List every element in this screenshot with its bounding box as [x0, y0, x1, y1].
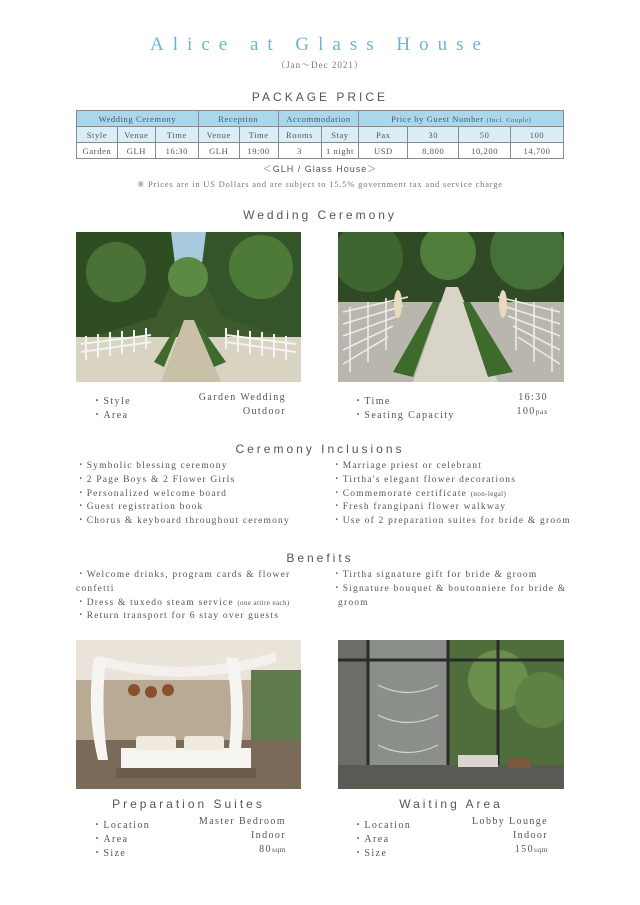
list-item [332, 488, 572, 502]
waiting-specs [353, 816, 548, 858]
spec-value: Outdoor [242, 406, 286, 417]
spec-row-location [353, 816, 548, 830]
glh-abbreviation-note: ＜GLH / Glass House＞ [262, 164, 378, 174]
size-unit: sqm [271, 845, 286, 854]
list-item: ・Symbolic blessing ceremony [76, 461, 228, 471]
list-item: ・Marriage priest or celebrant [332, 461, 483, 471]
spec-label: ・Time [353, 396, 391, 407]
capacity-unit: pax [535, 407, 548, 416]
list-item: ・Signature bouquet & boutonniere for bride & [332, 583, 567, 594]
list-item: ・Welcome drinks, program cards & flower confetti [76, 570, 291, 594]
spec-value: Master Bedroom [198, 816, 286, 827]
group-header-wedding-ceremony: Wedding Ceremony [77, 111, 199, 127]
group-header-reception: Reception [198, 111, 278, 127]
spec-label: ・Area [92, 410, 129, 421]
column-header: Rooms [278, 127, 321, 143]
list-item: ・Tirtha's elegant flower decorations [332, 474, 517, 485]
spec-label: ・Size [353, 848, 388, 859]
group-header-accommodation: Accommodation [278, 111, 359, 127]
table-group-header-row [77, 111, 564, 127]
column-header: 100 [511, 127, 564, 143]
list-item: ・Tirtha signature gift for bride & groom [332, 570, 538, 580]
spec-row-area [92, 406, 286, 420]
list-item-continued: groom [338, 597, 369, 608]
price-header-label: Price by Guest Number [391, 113, 484, 124]
list-item-text: ・Commemorate certificate [332, 488, 468, 499]
spec-row-location [92, 816, 286, 830]
ceremony-inclusions-heading: Ceremony Inclusions [235, 442, 405, 456]
spec-row-time [353, 392, 548, 406]
waiting-area-photo [338, 640, 564, 789]
spec-row-size [353, 844, 548, 858]
list-item: ・Chorus & keyboard throughout ceremony [76, 516, 290, 527]
spec-value-size [259, 844, 286, 855]
inclusions-list-left [76, 460, 326, 529]
table-row [77, 143, 564, 159]
package-price-table [76, 110, 564, 159]
spec-value: 16:30 [518, 392, 548, 403]
table-cell: 16:30 [155, 143, 198, 159]
column-header: 30 [408, 127, 459, 143]
spec-label: ・Area [92, 834, 129, 845]
column-header: Time [155, 127, 198, 143]
benefits-heading: Benefits [286, 551, 354, 565]
list-item-text: ・Dress & tuxedo steam service [76, 597, 234, 608]
column-header: Time [239, 127, 278, 143]
spec-label: ・Seating Capacity [353, 410, 455, 421]
spec-row-size [92, 844, 286, 858]
benefits-list-right [332, 569, 572, 610]
spec-row-seating [353, 406, 548, 420]
table-cell: 1 night [321, 143, 359, 159]
column-header: Venue [117, 127, 155, 143]
size-unit: sqm [533, 845, 548, 854]
list-item [76, 597, 331, 611]
spec-label: ・Area [353, 834, 390, 845]
spec-value: Lobby Lounge [472, 816, 548, 827]
table-cell: GLH [198, 143, 239, 159]
garden-ceremony-photo [76, 232, 301, 382]
preparation-suite-photo [76, 640, 301, 789]
spec-value: Indoor [250, 830, 286, 841]
wedding-ceremony-heading: Wedding Ceremony [243, 208, 397, 222]
table-cell: GLH [117, 143, 155, 159]
ceremony-aisle-photo [338, 232, 564, 382]
table-cell: 3 [278, 143, 321, 159]
list-item-note: (one attire each) [237, 598, 290, 607]
page-title: Alice at Glass House [150, 34, 490, 55]
list-item: ・Return transport for 6 stay over guests [76, 611, 280, 622]
preparation-suites-heading: Preparation Suites [112, 797, 265, 811]
spec-label: ・Location [92, 820, 151, 831]
ceremony-specs-left [92, 392, 286, 420]
table-cell: Garden [77, 143, 118, 159]
prep-specs [92, 816, 286, 858]
list-item: ・Use of 2 preparation suites for bride & groom [332, 516, 571, 527]
column-header: Style [77, 127, 118, 143]
group-header-price [359, 111, 564, 127]
package-price-heading: PACKAGE PRICE [251, 90, 389, 104]
column-header: Stay [321, 127, 359, 143]
table-column-header-row [77, 127, 564, 143]
list-item: ・Fresh frangipani flower walkway [332, 502, 507, 513]
inclusions-list-right [332, 460, 572, 529]
price-header-note: (Incl. Couple) [486, 116, 532, 124]
date-range: （Jan〜Dec 2021） [276, 60, 364, 70]
size-number: 80 [259, 844, 272, 855]
spec-label: ・Location [353, 820, 412, 831]
table-cell: 10,200 [459, 143, 511, 159]
spec-row-area [92, 830, 286, 844]
column-header: Venue [198, 127, 239, 143]
spec-label: ・Size [92, 848, 127, 859]
spec-value: Garden Wedding [198, 392, 286, 403]
table-cell: USD [359, 143, 408, 159]
benefits-list-left [76, 569, 331, 624]
table-cell: 8,800 [408, 143, 459, 159]
spec-label: ・Style [92, 396, 131, 407]
list-item: ・Personalized welcome board [76, 488, 228, 499]
size-number: 150 [514, 844, 534, 855]
column-header: 50 [459, 127, 511, 143]
column-header: Pax [359, 127, 408, 143]
list-item: ・2 Page Boys & 2 Flower Girls [76, 474, 236, 485]
spec-value: Indoor [512, 830, 548, 841]
spec-value-size [515, 844, 548, 855]
list-item: ・Guest registration book [76, 502, 204, 513]
ceremony-specs-right [353, 392, 548, 420]
spec-value-capacity [516, 406, 548, 417]
capacity-number: 100 [516, 406, 536, 417]
table-cell: 19:00 [239, 143, 278, 159]
spec-row-area [353, 830, 548, 844]
waiting-area-heading: Waiting Area [399, 797, 503, 811]
table-cell: 14,700 [511, 143, 564, 159]
list-item-note: (non-legal) [470, 489, 507, 498]
price-tax-note: ※ Prices are in US Dollars and are subject to 15.5% government tax and service charge [137, 179, 503, 189]
spec-row-style [92, 392, 286, 406]
